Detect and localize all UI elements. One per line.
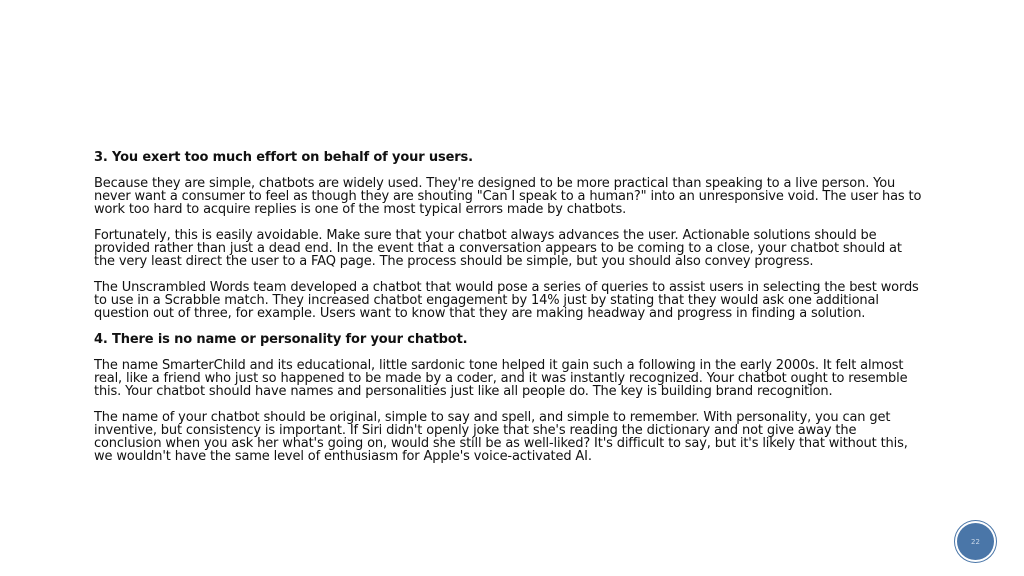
page-number: 22 [971,537,980,546]
page-number-badge [957,523,994,560]
section-heading-4: 4. There is no name or personality for your chatbot. [94,332,468,347]
paragraph-smarterchild: The name SmarterChild and its educational, little sardonic tone helped it gain such a following in the early 2000s. It felt almost real, like a friend who just so happened to be made by a coder, and it was instantly recognized. Your chatbot ought to resemble this. Your chatbot should have names and personalities just like all people do. The key is building brand recognition. [94,358,908,399]
section-heading-3: 3. You exert too much effort on behalf of your users. [94,150,473,165]
paragraph-unscrambled-words: The Unscrambled Words team developed a chatbot that would pose a series of queries to assist users in selecting the best words to use in a Scrabble match. They increased chatbot engagement by 14% just by stating that they would ask one additional question out of three, for example. Users want to know that they are making headway and progress in finding a solution. [94,280,919,321]
paragraph-chatbot-name: The name of your chatbot should be original, simple to say and spell, and simple to remember. With personality, you can get inventive, but consistency is important. If Siri didn't openly joke that she's reading the dictionary and not give away the conclusion when you ask her what's going on, would she still be as well-liked? It's difficult to say, but it's likely that without this, we wouldn't have the same level of enthusiasm for Apple's voice-activated AI. [94,410,908,464]
paragraph-simplicity: Because they are simple, chatbots are widely used. They're designed to be more practical than speaking to a live person. You never want a consumer to feel as though they are shouting "Can I speak to a human?" into an unresponsive void. The user has to work too hard to acquire replies is one of the most typical errors made by chatbots. [94,176,922,217]
paragraph-avoidable: Fortunately, this is easily avoidable. Make sure that your chatbot always advances the user. Actionable solutions should be provided rather than just a dead end. In the event that a conversation appears to be coming to a close, your chatbot should at the very least direct the user to a FAQ page. The process should be simple, but you should also convey progress. [94,228,902,269]
slide-content [94,151,926,476]
